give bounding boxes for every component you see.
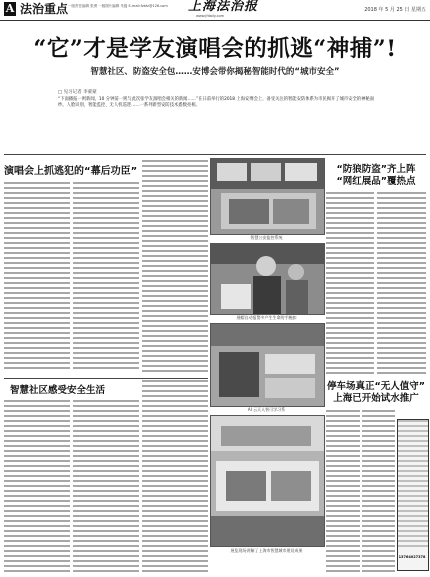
masthead xyxy=(0,0,430,21)
text-column xyxy=(362,410,395,573)
story-title-line: 上海已开始试水推广 xyxy=(333,393,419,404)
text-column xyxy=(73,182,139,372)
section-title: 法治重点 xyxy=(20,2,69,16)
text-column xyxy=(326,410,360,573)
photo-bracelet xyxy=(210,243,325,315)
story-title-community: 智慧社区感受安全生活 xyxy=(10,385,106,396)
story-title-concert: 演唱会上抓逃犯的“幕后功臣” xyxy=(4,166,138,177)
photo-caption: AI 云天人智可学习系 xyxy=(247,407,286,412)
text-column xyxy=(73,400,139,573)
byline: □ 见习记者 李蒙蒙 xyxy=(58,90,97,95)
story-title-antitheft xyxy=(326,164,426,188)
photo-caption: 展帽自动报警多产生生命的手腕扣 xyxy=(236,315,297,320)
issue-date: 2018 年 5 月 25 日 星期五 xyxy=(364,7,426,13)
photo-surveillance xyxy=(210,158,325,235)
page-letter: A xyxy=(5,2,15,15)
divider xyxy=(4,154,426,155)
photo-caption: 智慧公安监控系统 xyxy=(250,235,283,240)
subheadline: 智慧社区、防盗安全包……安博会带你揭秘智能时代的“城市安全” xyxy=(90,67,340,77)
newspaper-name: 上海法治报 xyxy=(188,0,259,14)
text-column xyxy=(326,192,374,377)
text-column xyxy=(4,182,70,372)
text-column xyxy=(4,400,70,573)
text-column xyxy=(142,380,208,573)
newspaper-url: www.jfdaily.com xyxy=(196,14,225,18)
story-title-line: “防狼防盗”齐上阵 xyxy=(336,164,416,175)
text-column xyxy=(142,160,208,372)
story-title-parking xyxy=(326,381,426,405)
lead-paragraph: “下面播报一则新闻，10 分钟前一则与此次张学友演唱会相关的新闻……”在日前举行的2018 上海安博会上，备受关注的智能安防体系为市民揭开了城市安全的神秘面纱。人脸识别、智能监控、无人机巡逻……一系列新型安防技术悉数亮相。 xyxy=(58,97,374,108)
photo-exhibition xyxy=(210,415,325,547)
story-title-line: “网红展品”覆热点 xyxy=(336,176,416,187)
text-column xyxy=(377,192,426,377)
ad-phone: 13764027378 xyxy=(398,555,426,559)
photo-caption: 展览现场讲解了上海市智慧城市建设成果 xyxy=(230,548,303,553)
main-headline: “它”才是学友演唱会的抓逃“神捕”! xyxy=(33,36,397,62)
advertisement xyxy=(397,419,429,571)
photo-ai-system xyxy=(210,323,325,407)
divider xyxy=(4,378,208,379)
story-title-line: 停车场真正“无人值守” xyxy=(327,381,425,392)
editor-info: 一版责任编辑 张勇 一版图片编辑 朱磊 E-mail:fzbfz@126.com xyxy=(68,4,168,8)
